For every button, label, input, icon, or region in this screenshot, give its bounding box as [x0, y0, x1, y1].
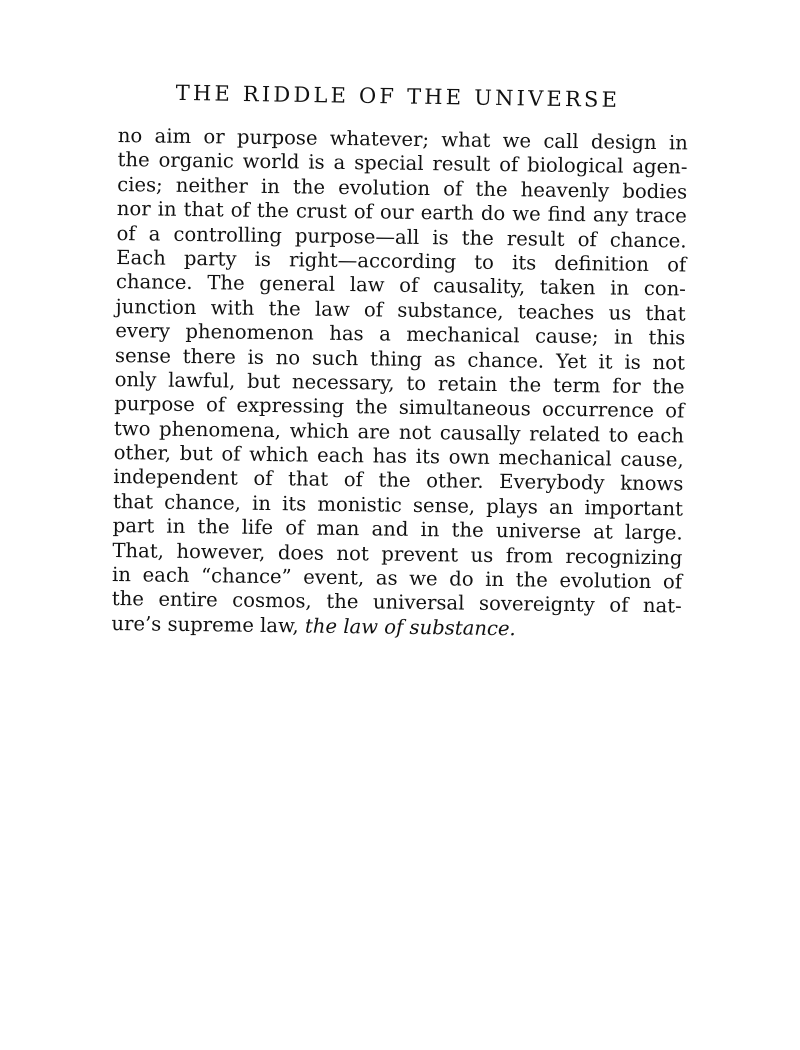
text-line: That, however, does not prevent us from recognizing	[112, 538, 683, 570]
text-line: no aim or purpose whatever; what we call design in	[117, 124, 688, 155]
text-line: that chance, in its monistic sense, plays an important	[112, 489, 684, 521]
text-line: only lawful, but necessary, to retain the term for the	[114, 367, 685, 399]
text-line: cies; neither in the evolution of the heavenly bodies	[117, 172, 688, 204]
text-line: the entire cosmos, the universal sovereignty of nat-	[111, 587, 682, 618]
text-line: chance. The general law of causality, taken in con-	[115, 270, 687, 301]
text-line: two phenomena, which are not causally related to each	[113, 416, 685, 448]
text-line: every phenomenon has a mechanical cause; in this	[115, 319, 686, 350]
text-line: sense there is no such thing as chance. Yet it is not	[114, 343, 686, 374]
text-line: purpose of expressing the simultaneous occurrence of	[114, 392, 685, 423]
text-line-final-prefix: ure’s supreme law,	[111, 611, 306, 638]
text-line: the organic world is a special result of biological agen-	[117, 148, 688, 179]
running-head: THE RIDDLE OF THE UNIVERSE	[175, 80, 621, 112]
text-line: nor in that of the crust of our earth do we find any trace	[116, 197, 687, 228]
text-line: of a controlling purpose—all is the result of chance.	[116, 221, 687, 253]
text-line: other, but of which each has its own mechanical cause,	[113, 441, 684, 472]
emphasized-phrase: the law of substance.	[304, 614, 516, 641]
text-line: part in the life of man and in the universe at large.	[112, 514, 683, 545]
text-line: junction with the law of substance, teaches us that	[115, 294, 686, 326]
text-line: in each “chance” event, as we do in the evolution of	[111, 562, 683, 594]
text-line: independent of that of the other. Everybody knows	[113, 465, 684, 496]
body-paragraph	[111, 124, 688, 644]
text-line: Each party is right—according to its definition of	[116, 245, 687, 277]
